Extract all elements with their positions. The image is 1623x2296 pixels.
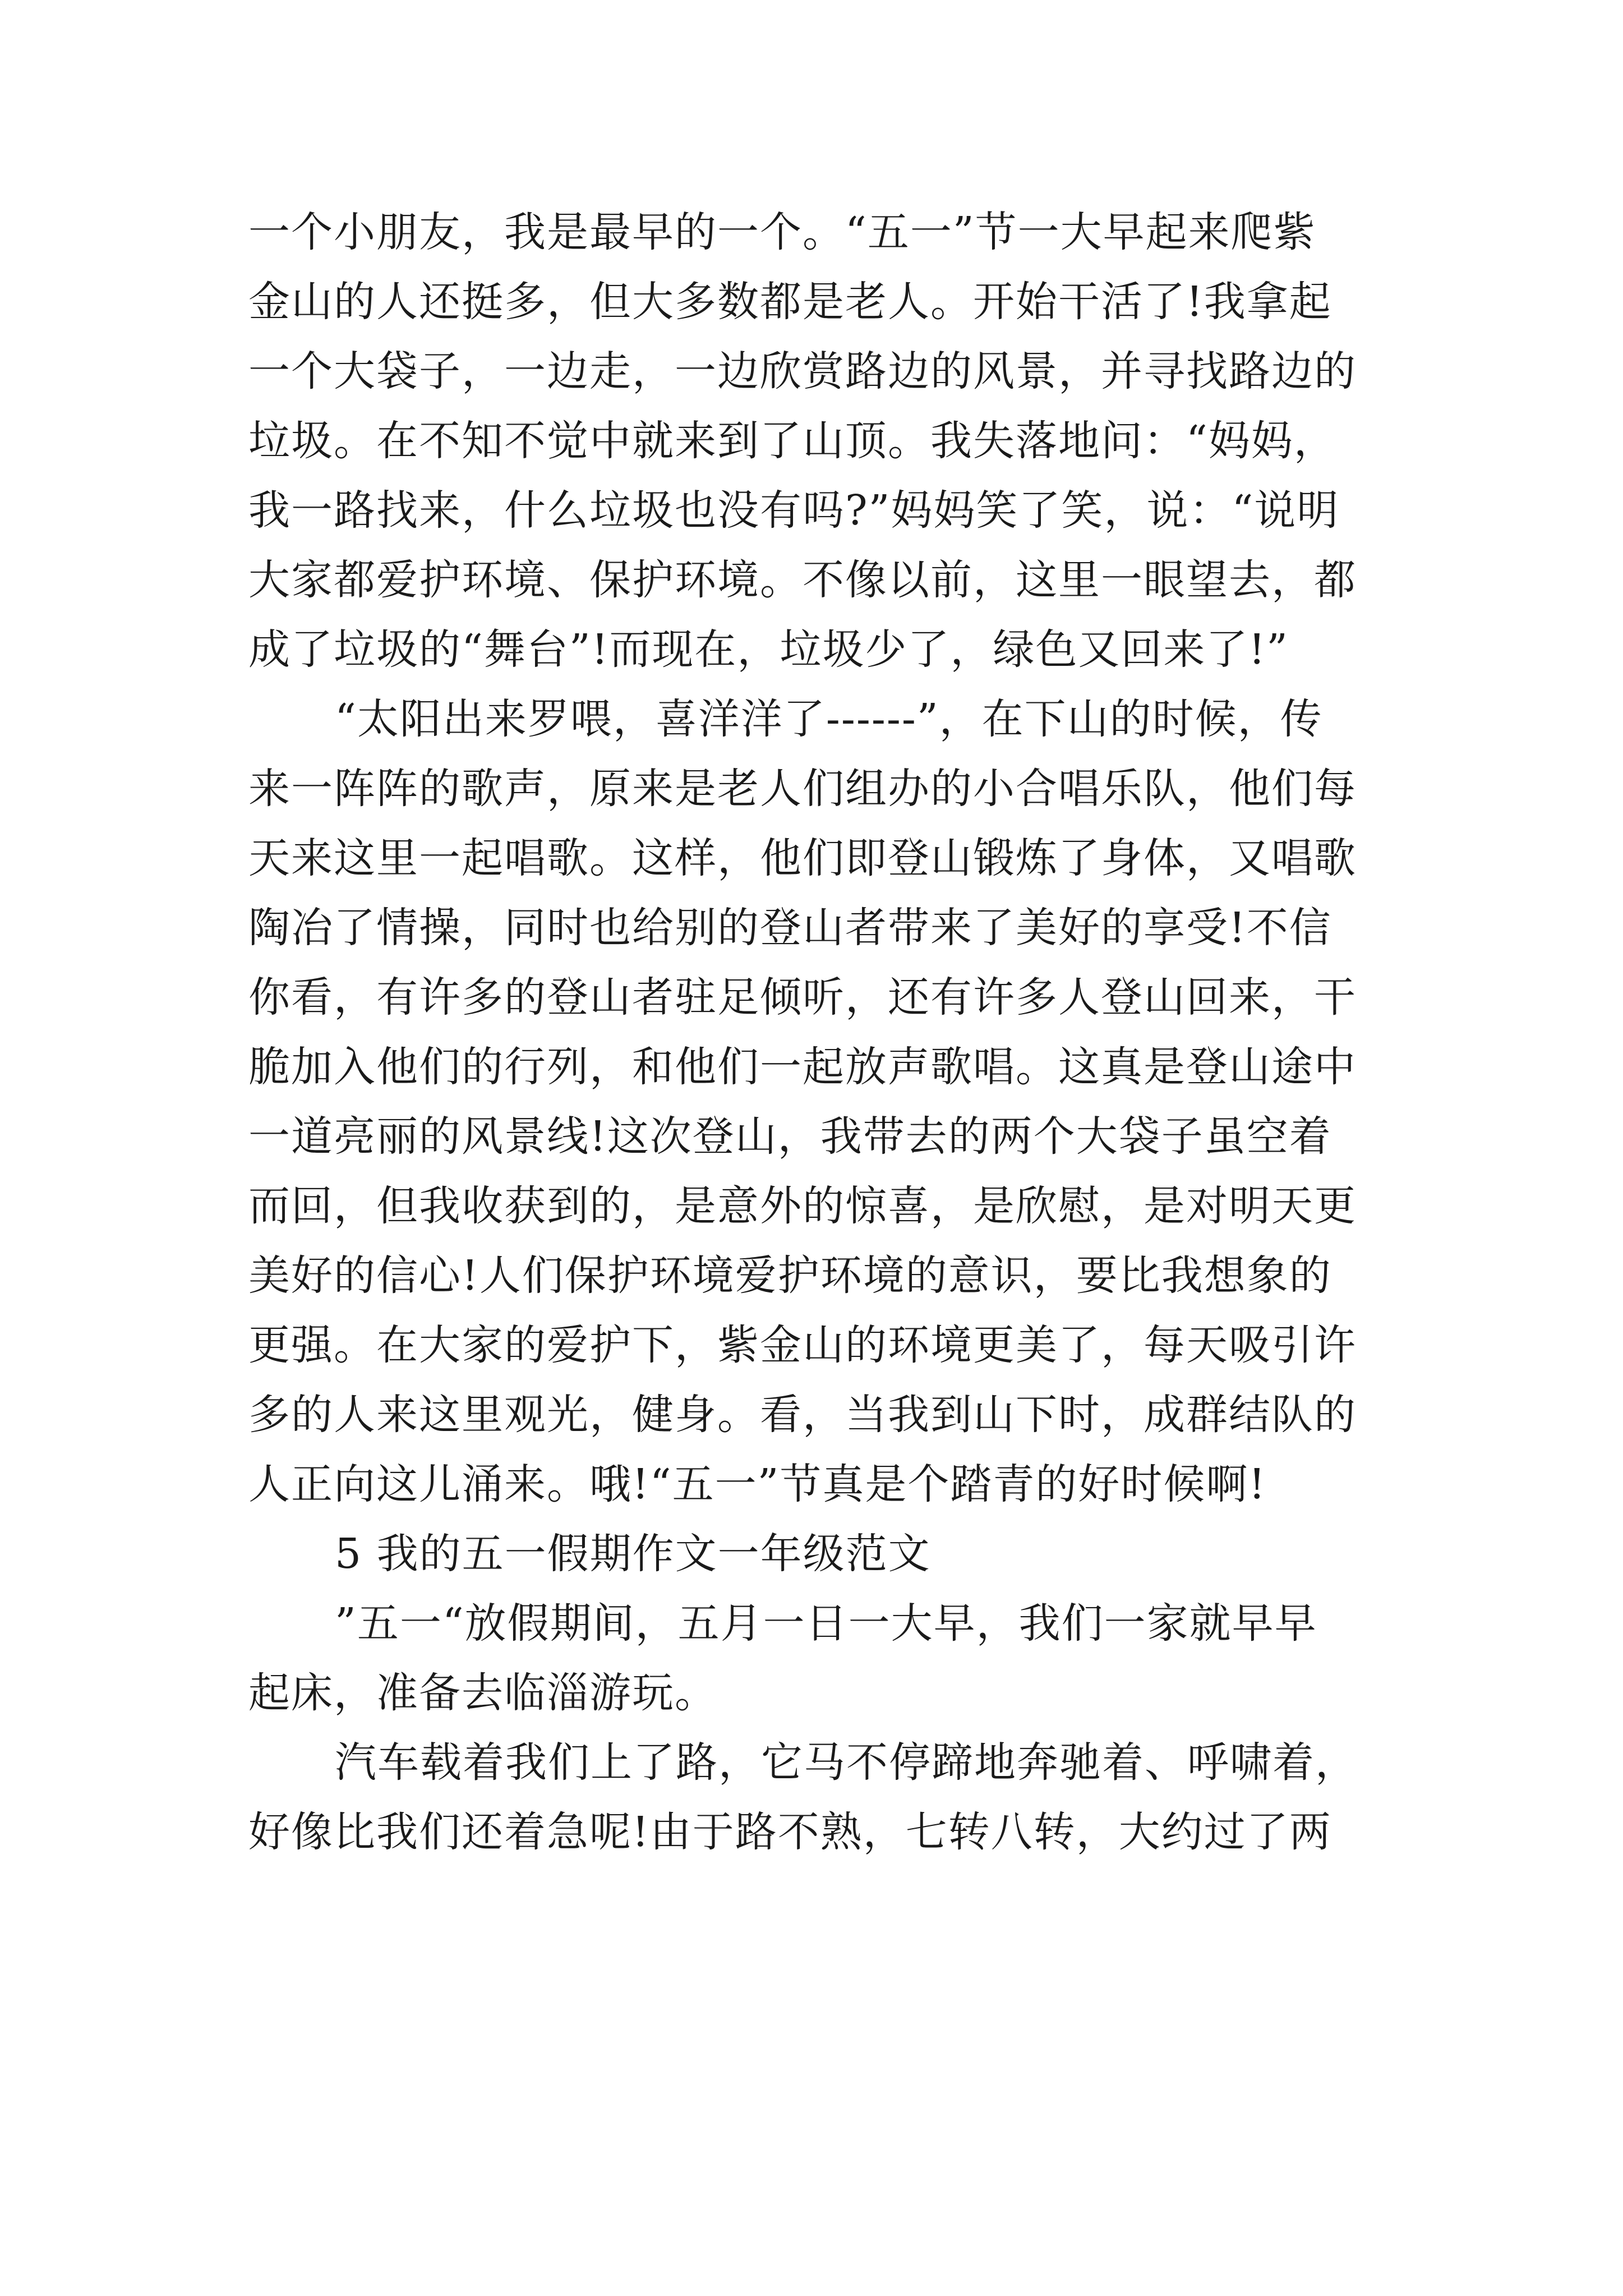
text-line: 金山的人还挺多，但大多数都是老人。开始干活了!我拿起 [248, 278, 1332, 326]
text-line: 陶冶了情操，同时也给别的登山者带来了美好的享受!不信 [248, 904, 1332, 952]
text-line: 好像比我们还着急呢!由于路不熟，七转八转，大约过了两 [248, 1808, 1332, 1856]
text-line: 起床，准备去临淄游玩。 [248, 1669, 717, 1717]
text-line: 我一路找来，什么垃圾也没有吗?”妈妈笑了笑，说：“说明 [248, 486, 1340, 535]
text-line: 脆加入他们的行列，和他们一起放声歌唱。这真是登山途中 [248, 1043, 1357, 1091]
text-line: 大家都爱护环境、保护环境。不像以前，这里一眼望去，都 [248, 556, 1357, 604]
text-line: 你看，有许多的登山者驻足倾听，还有许多人登山回来，干 [248, 973, 1357, 1022]
text-line: 天来这里一起唱歌。这样，他们即登山锻炼了身体，又唱歌 [248, 834, 1357, 882]
text-line: 人正向这儿涌来。哦!“五一”节真是个踏青的好时候啊! [248, 1460, 1267, 1508]
text-line: 多的人来这里观光，健身。看，当我到山下时，成群结队的 [248, 1391, 1357, 1439]
text-line: 垃圾。在不知不觉中就来到了山顶。我失落地问：“妈妈， [248, 417, 1336, 465]
text-line: 一个大袋子，一边走，一边欣赏路边的风景，并寻找路边的 [248, 347, 1357, 395]
text-line: 美好的信心!人们保护环境爱护环境的意识，要比我想象的 [248, 1251, 1332, 1300]
section-heading: 5 我的五一假期作文一年级范文 [335, 1530, 931, 1578]
text-line: 更强。在大家的爱护下，紫金山的环境更美了，每天吸引许 [248, 1321, 1357, 1369]
paragraph-start: 汽车载着我们上了路，它马不停蹄地奔驰着、呼啸着， [335, 1738, 1358, 1787]
text-line: 成了垃圾的“舞台”!而现在，垃圾少了，绿色又回来了!” [248, 625, 1289, 674]
text-line: 来一阵阵的歌声，原来是老人们组办的小合唱乐队，他们每 [248, 765, 1357, 813]
text-line: 一个小朋友，我是最早的一个。“五一”节一大早起来爬紫 [248, 208, 1316, 256]
paragraph-start: “太阳出来罗喂，喜洋洋了------”，在下山的时候，传 [335, 695, 1323, 743]
text-line: 而回，但我收获到的，是意外的惊喜，是欣慰，是对明天更 [248, 1182, 1357, 1230]
text-line: 一道亮丽的风景线!这次登山，我带去的两个大袋子虽空着 [248, 1112, 1332, 1161]
paragraph-start: ”五一“放假期间，五月一日一大早，我们一家就早早 [335, 1599, 1317, 1648]
